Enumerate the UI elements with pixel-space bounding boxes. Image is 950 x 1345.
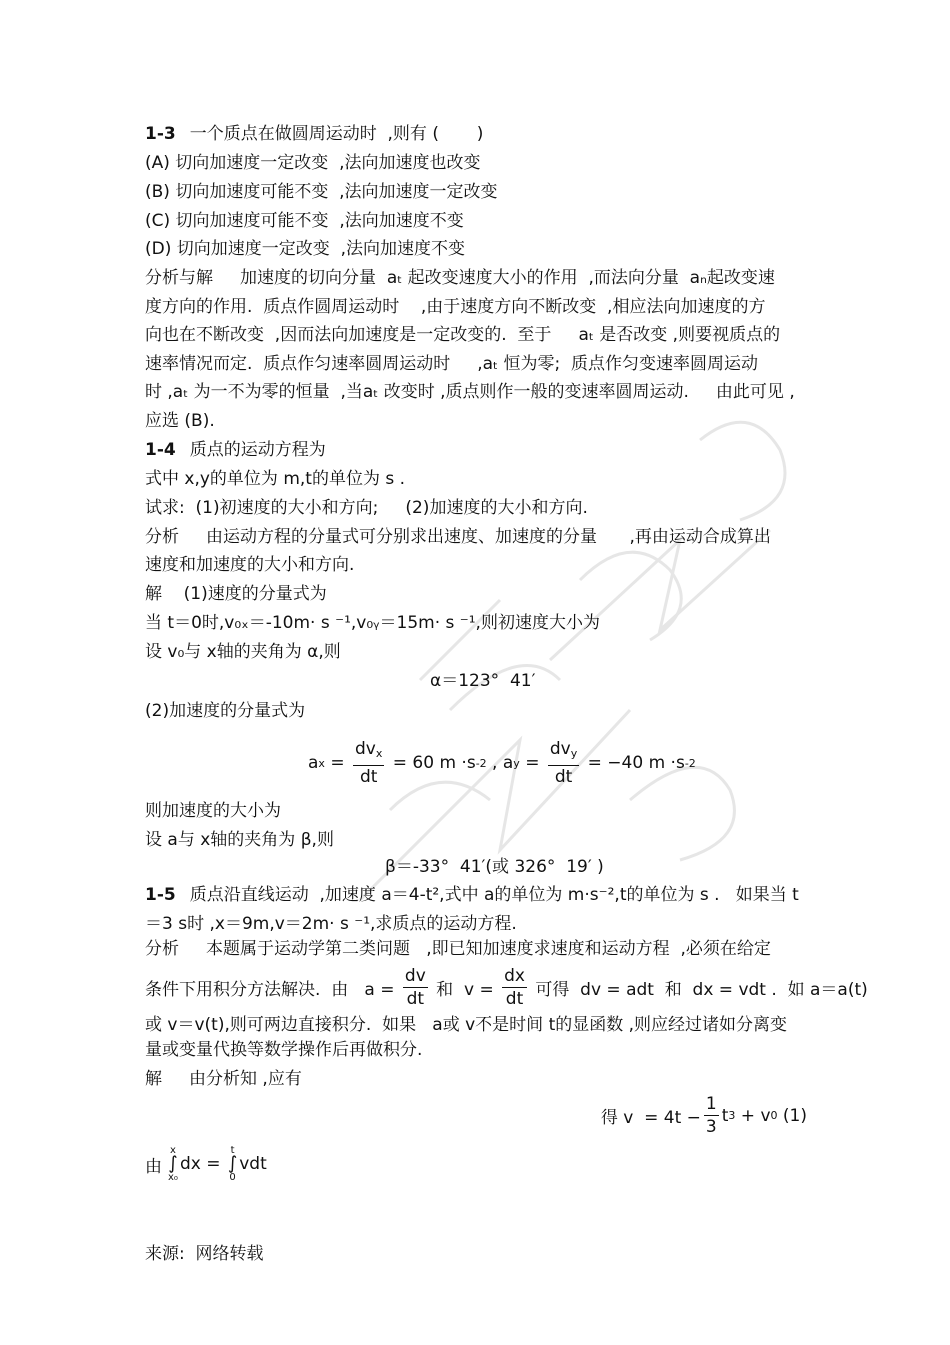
beta-equation: β＝-33° 41′(或 326° 19′ ) — [385, 857, 604, 877]
text-line: 设 v₀与 x轴的夹角为 α,则 — [145, 642, 341, 662]
analysis-formula-line: 条件下用积分方法解决. 由 a = $\frac{dv}{dt}$ 和 v = $\frac{dx}{dt}$ 可得 dv = adt 和 dx = vdt . 如 a＝a(t) — [145, 966, 868, 1009]
alpha-equation: α＝123° 41′ — [430, 671, 536, 691]
text-line: 解 由分析知 ,应有 — [145, 1069, 302, 1089]
analysis-line: 度方向的作用. 质点作圆周运动时 ,由于速度方向不断改变 ,相应法向加速度的方 — [145, 297, 766, 317]
option-a: (A) 切向加速度一定改变 ,法向加速度也改变 — [145, 153, 481, 173]
option-c: (C) 切向加速度可能不变 ,法向加速度不变 — [145, 211, 464, 231]
text-line: 则加速度的大小为 — [145, 801, 281, 821]
text-line: 分析 本题属于运动学第二类问题 ,即已知加速度求速度和运动方程 ,必须在给定 — [145, 939, 771, 959]
problem-1-3-question: 1-3 一个质点在做圆周运动时 ,则有 ( ) — [145, 124, 484, 144]
problem-1-5-question: 1-5 质点沿直线运动 ,加速度 a＝4-t²,式中 a的单位为 m·s⁻²,t的单位为 s . 如果当 t — [145, 885, 799, 905]
text-line: 式中 x,y的单位为 m,t的单位为 s . — [145, 469, 406, 489]
integral-equation: 由 x ∫ x₀ dx = t ∫ 0 vdt — [145, 1145, 267, 1183]
text-line: 量或变量代换等数学操作后再做积分. — [145, 1040, 423, 1060]
text-line: 当 t＝0时,v₀ₓ＝-10m· s ⁻¹,v₀ᵧ＝15m· s ⁻¹,则初速度大小为 — [145, 613, 600, 633]
velocity-equation: 得 v = 4t − $\frac{1}{3}$ t 3 + v 0 (1) — [600, 1094, 807, 1137]
text-line: 或 v＝v(t),则可两边直接积分. 如果 a或 v不是时间 t的显函数 ,则应经过诸如分离变 — [145, 1015, 788, 1035]
text-line: 分析 由运动方程的分量式可分别求出速度、加速度的分量 ,再由运动合成算出 — [145, 527, 771, 547]
analysis-line: 速率情况而定. 质点作匀速率圆周运动时 ,aₜ 恒为零; 质点作匀变速率圆周运动 — [145, 354, 759, 374]
text-line: 试求: (1)初速度的大小和方向; (2)加速度的大小和方向. — [145, 498, 588, 518]
text-line: ＝3 s时 ,x＝9m,v＝2m· s ⁻¹,求质点的运动方程. — [145, 914, 517, 934]
text-line: 解 (1)速度的分量式为 — [145, 584, 327, 604]
analysis-line: 向也在不断改变 ,因而法向加速度是一定改变的. 至于 aₜ 是否改变 ,则要视质点的 — [145, 325, 781, 345]
source-note: 来源: 网络转载 — [145, 1244, 264, 1264]
option-d: (D) 切向加速度一定改变 ,法向加速度不变 — [145, 239, 465, 259]
option-b: (B) 切向加速度可能不变 ,法向加速度一定改变 — [145, 182, 498, 202]
analysis-line: 分析与解 加速度的切向分量 aₜ 起改变速度大小的作用 ,而法向分量 aₙ起改变速 — [145, 268, 775, 288]
text-line: 速度和加速度的大小和方向. — [145, 555, 355, 575]
acceleration-components-equation: a x = $\frac{dv_x}{dt}$ = 60 m ·s -2 , a y = $\frac{dv_y}{dt}$ = −40 m ·s -2 — [308, 739, 696, 787]
problem-1-4-question: 1-4 质点的运动方程为 — [145, 440, 326, 460]
text-line: (2)加速度的分量式为 — [145, 701, 306, 721]
analysis-line: 时 ,aₜ 为一不为零的恒量 ,当aₜ 改变时 ,质点则作一般的变速率圆周运动. 由此可见 , — [145, 382, 795, 402]
text-line: 设 a与 x轴的夹角为 β,则 — [145, 830, 334, 850]
analysis-line: 应选 (B). — [145, 411, 215, 431]
